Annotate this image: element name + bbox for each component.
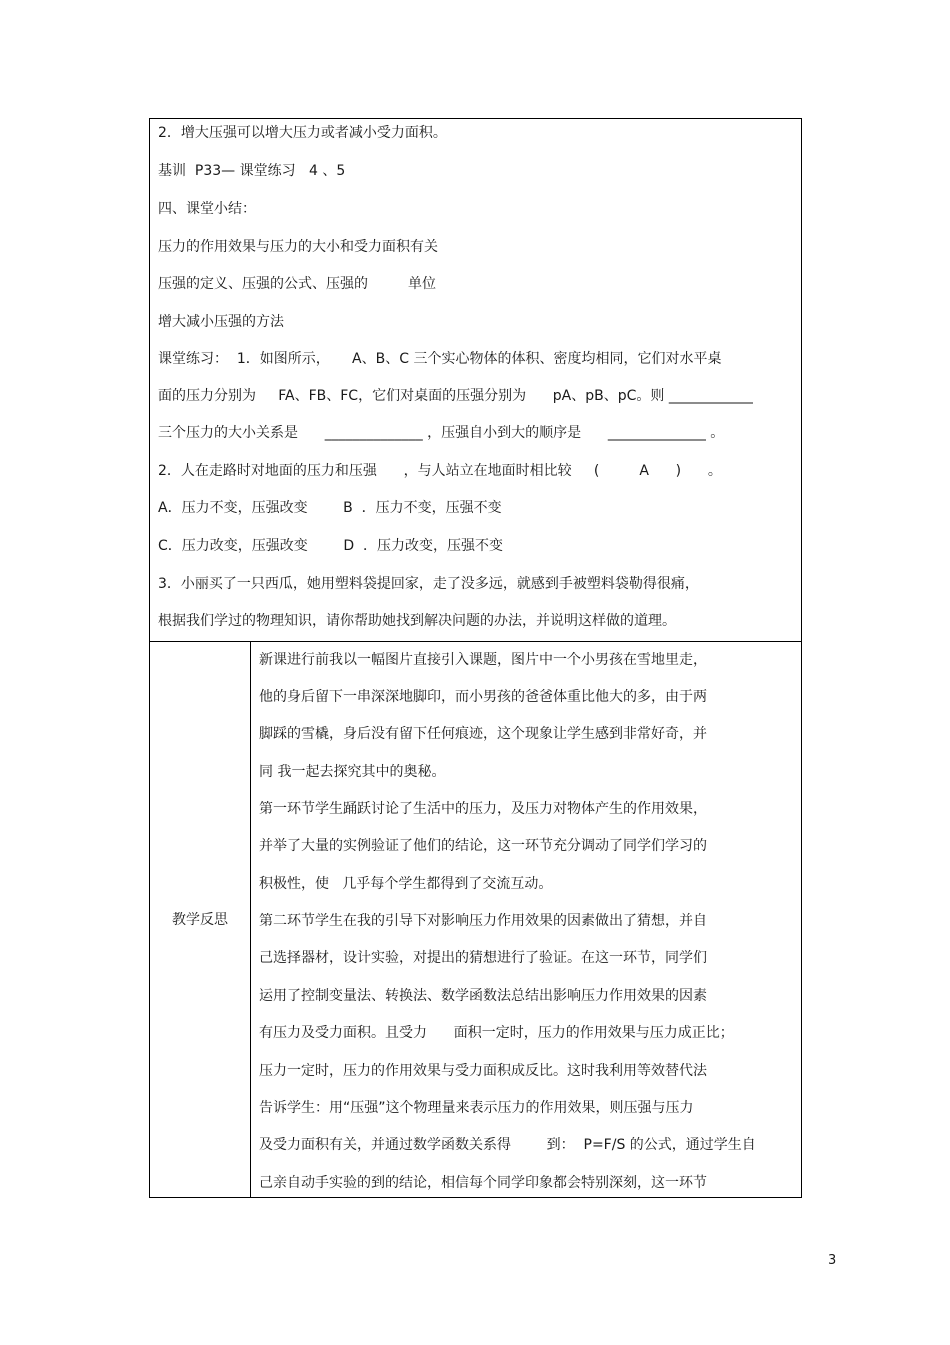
text-line: 四、课堂小结： — [158, 201, 256, 217]
text-line: 及受力面积有关，并通过数学函数关系得 到： P=F/S 的公式，通过学生自 — [259, 1137, 756, 1153]
text-line: 他的身后留下一串深深地脚印，而小男孩的爸爸体重比他大的多，由于两 — [259, 689, 707, 705]
text-line: 2．人在走路时对地面的压力和压强 ，与人站立在地面时相比较 ( A ) 。 — [158, 463, 722, 479]
text-line: 根据我们学过的物理知识，请你帮助她找到解决问题的办法，并说明这样做的道理。 — [158, 613, 676, 629]
text-line: 面的压力分别为 FA、FB、FC，它们对桌面的压强分别为 pA、pB、pC。则 ____________ — [158, 388, 753, 404]
text-line: 己亲自动手实验的到的结论，相信每个同学印象都会特别深刻，这一环节 — [259, 1175, 707, 1191]
text-line: 运用了控制变量法、转换法、数学函数法总结出影响压力作用效果的因素 — [259, 988, 707, 1004]
text-line: 并举了大量的实例验证了他们的结论，这一环节充分调动了同学们学习的 — [259, 838, 707, 854]
text-line: 己选择器材，设计实验，对提出的猜想进行了验证。在这一环节，同学们 — [259, 950, 707, 966]
text-line: 有压力及受力面积。且受力 面积一定时，压力的作用效果与压力成正比； — [259, 1025, 734, 1041]
text-line: 增大减小压强的方法 — [158, 314, 284, 330]
text-line: 第二环节学生在我的引导下对影响压力作用效果的因素做出了猜想，并自 — [259, 913, 707, 929]
text-line: 2．增大压强可以增大压力或者减小受力面积。 — [158, 125, 447, 141]
text-line: 第一环节学生踊跃讨论了生活中的压力，及压力对物体产生的作用效果， — [259, 801, 707, 817]
text-line: C．压力改变，压强改变 D ．压力改变，压强不变 — [158, 538, 504, 554]
text-line: 脚踩的雪橇，身后没有留下任何痕迹，这个现象让学生感到非常好奇，并 — [259, 726, 707, 742]
text-line: 三个压力的大小关系是 ______________ ，压强自小到大的顺序是 ______________ 。 — [158, 425, 725, 441]
reflection-label: 教学反思 — [172, 912, 228, 928]
text-line: 压强的定义、压强的公式、压强的 单位 — [158, 276, 437, 292]
text-line: 同 我一起去探究其中的奥秘。 — [259, 764, 446, 780]
row-divider — [150, 641, 801, 642]
text-line: 告诉学生：用“压强”这个物理量来表示压力的作用效果，则压强与压力 — [259, 1100, 694, 1116]
column-divider — [250, 641, 251, 1197]
text-line: 积极性，使 几乎每个学生都得到了交流互动。 — [259, 876, 553, 892]
page-number: 3 — [828, 1253, 837, 1268]
text-line: 新课进行前我以一幅图片直接引入课题，图片中一个小男孩在雪地里走， — [259, 652, 707, 668]
text-line: 压力一定时，压力的作用效果与受力面积成反比。这时我利用等效替代法 — [259, 1063, 707, 1079]
lesson-table — [149, 118, 802, 1198]
text-line: 课堂练习： 1．如图所示， A、B、C 三个实心物体的体积、密度均相同，它们对水平桌 — [158, 351, 722, 367]
text-line: 基训 P33— 课堂练习 4 、5 — [158, 163, 346, 179]
text-line: 3．小丽买了一只西瓜，她用塑料袋提回家，走了没多远，就感到手被塑料袋勒得很痛， — [158, 576, 699, 592]
text-line: A．压力不变，压强改变 B ．压力不变，压强不变 — [158, 500, 502, 516]
text-line: 压力的作用效果与压力的大小和受力面积有关 — [158, 239, 438, 255]
